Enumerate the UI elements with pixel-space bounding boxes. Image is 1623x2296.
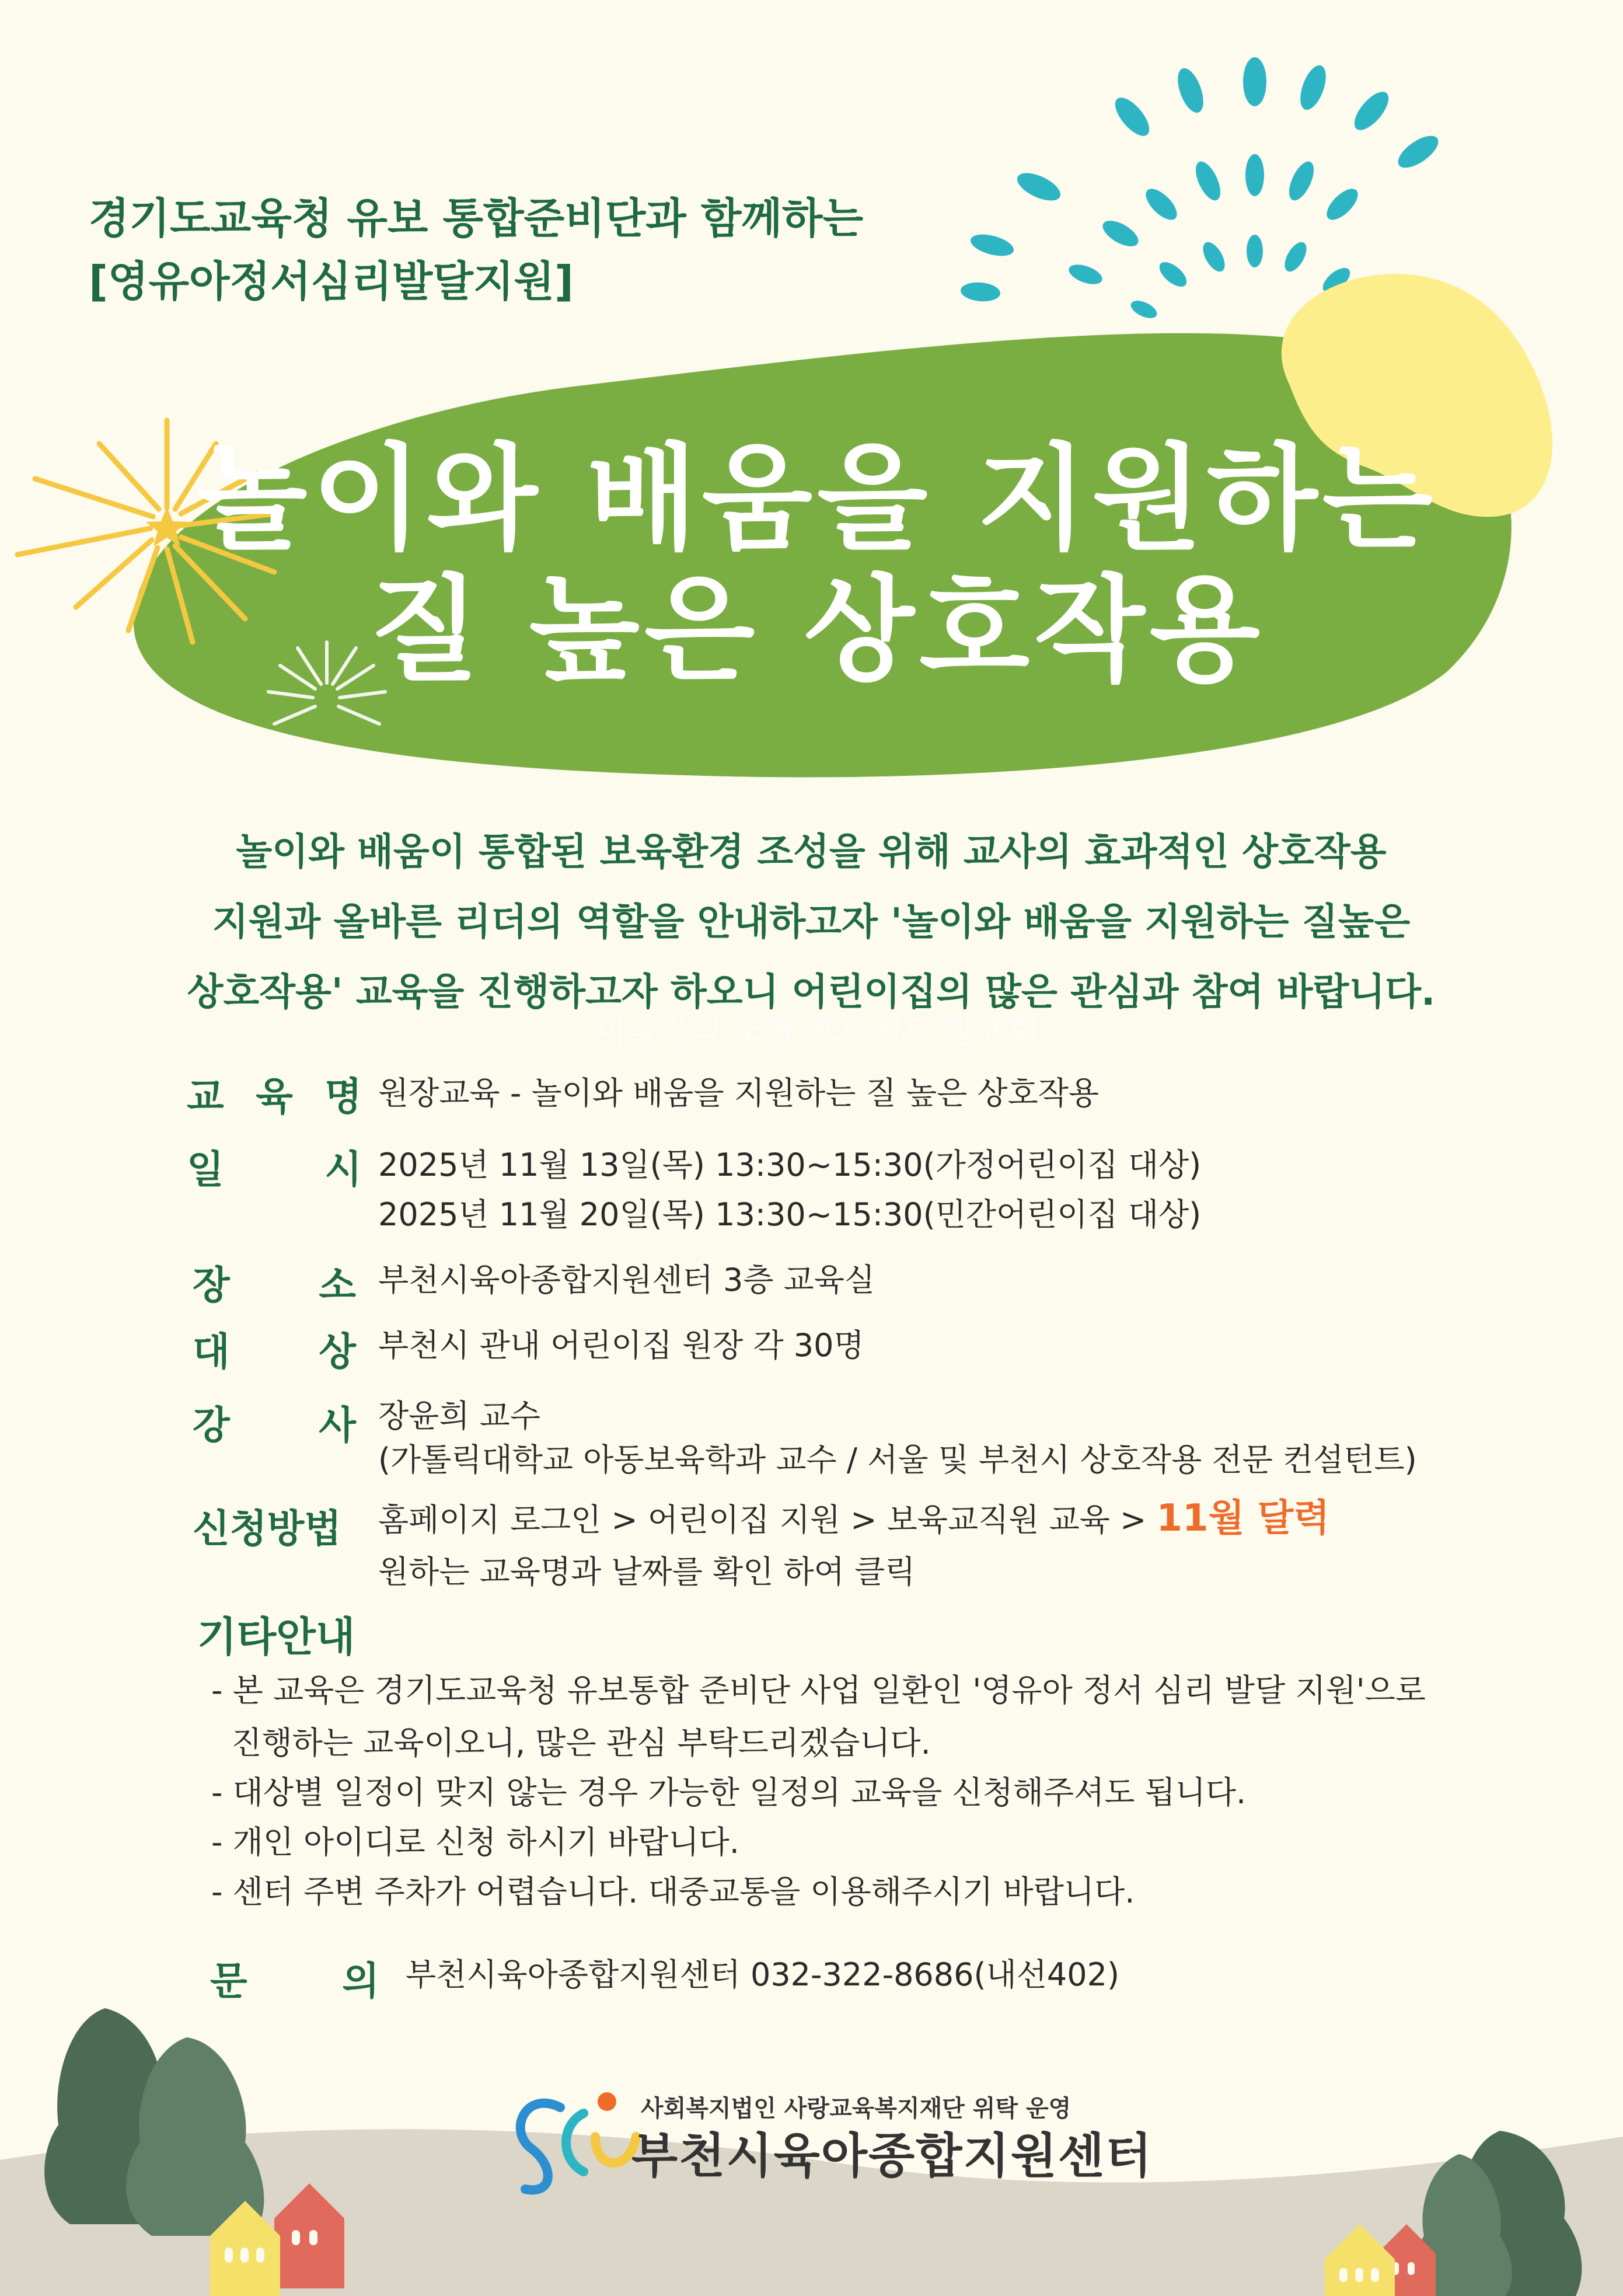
- label-lecturer: 강 사: [193, 1403, 356, 1448]
- value-date-2: 2025년 11월 20일(목) 13:30~15:30(민간어린이집 대상): [378, 1196, 1202, 1233]
- label-place: 장 소: [193, 1263, 356, 1308]
- intro-line-2: 지원과 올바른 리더의 역할을 안내하고자 '놀이와 배움을 지원하는 질높은: [212, 901, 1411, 944]
- value-date-1: 2025년 11월 13일(목) 13:30~15:30(가정어린이집 대상): [378, 1147, 1202, 1183]
- footer-center-name: 부천시육아종합지원센터: [631, 2128, 1153, 2184]
- headline-line-2: 질 높은 상호작용: [369, 564, 1265, 697]
- footer-operator: 사회복지법인 사랑교육복지재단 위탁 운영: [641, 2095, 1071, 2122]
- etc-item: - 대상별 일정이 맞지 않는 경우 가능한 일정의 교육을 신청해주셔도 됩니다.: [211, 1774, 1247, 1811]
- apply-path-text: 홈페이지 로그인 > 어린이집 지원 > 보육교직원 교육 >: [378, 1501, 1157, 1538]
- etc-item: - 개인 아이디로 신청 하시기 바랍니다.: [211, 1824, 739, 1861]
- header-subtitle: [89, 187, 964, 313]
- label-contact: 문 의: [210, 1959, 379, 2004]
- faint-overlay-text: 미술관의 조형 프로젝트 발표회: [595, 1012, 1039, 1050]
- tree-icon: [44, 2008, 264, 2236]
- apply-highlight: 11월 달력: [1156, 1497, 1330, 1540]
- value-apply-path: [378, 1494, 1545, 1544]
- label-date: 일 시: [187, 1147, 362, 1192]
- header-line-1: 경기도교육청 유보 통합준비단과 함께하는: [89, 194, 864, 243]
- etc-item: - 센터 주변 주차가 어렵습니다. 대중교통을 이용해주시기 바랍니다.: [211, 1873, 1135, 1910]
- value-course-title: 원장교육 - 놀이와 배움을 지원하는 질 높은 상호작용: [378, 1075, 1100, 1112]
- label-apply-method: 신청방법: [193, 1506, 342, 1551]
- header-line-2: [영유아정서심리발달지원]: [89, 257, 574, 306]
- etc-item: 진행하는 교육이오니, 많은 관심 부탁드리겠습니다.: [211, 1724, 931, 1761]
- label-target: 대 상: [193, 1329, 356, 1374]
- intro-line-1: 놀이와 배움이 통합된 보육환경 조성을 위해 교사의 효과적인 상호작용: [236, 831, 1387, 874]
- value-lecturer-name: 장윤희 교수: [378, 1398, 540, 1434]
- etc-item: - 본 교육은 경기도교육청 유보통합 준비단 사업 일환인 '영유아 정서 심리 발달 지원'으로: [211, 1672, 1426, 1709]
- headline-line-1: 놀이와 배움을 지원하는: [197, 433, 1437, 566]
- label-course-title: 교 육 명: [187, 1074, 362, 1119]
- value-target: 부천시 관내 어린이집 원장 각 30명: [378, 1327, 864, 1364]
- intro-line-3: 상호작용' 교육을 진행하고자 하오니 어린이집의 많은 관심과 참여 바랍니다.: [187, 971, 1436, 1014]
- value-place: 부천시육아종합지원센터 3층 교육실: [378, 1262, 875, 1298]
- value-contact: 부천시육아종합지원센터 032-322-8686(내선402): [406, 1956, 1120, 1993]
- value-apply-instruction: 원하는 교육명과 날짜를 확인 하여 클릭: [378, 1553, 916, 1590]
- value-lecturer-bio: (가톨릭대학교 아동보육학과 교수 / 서울 및 부천시 상호작용 전문 컨설턴트): [378, 1441, 1417, 1478]
- etc-section-title: 기타안내: [197, 1613, 355, 1661]
